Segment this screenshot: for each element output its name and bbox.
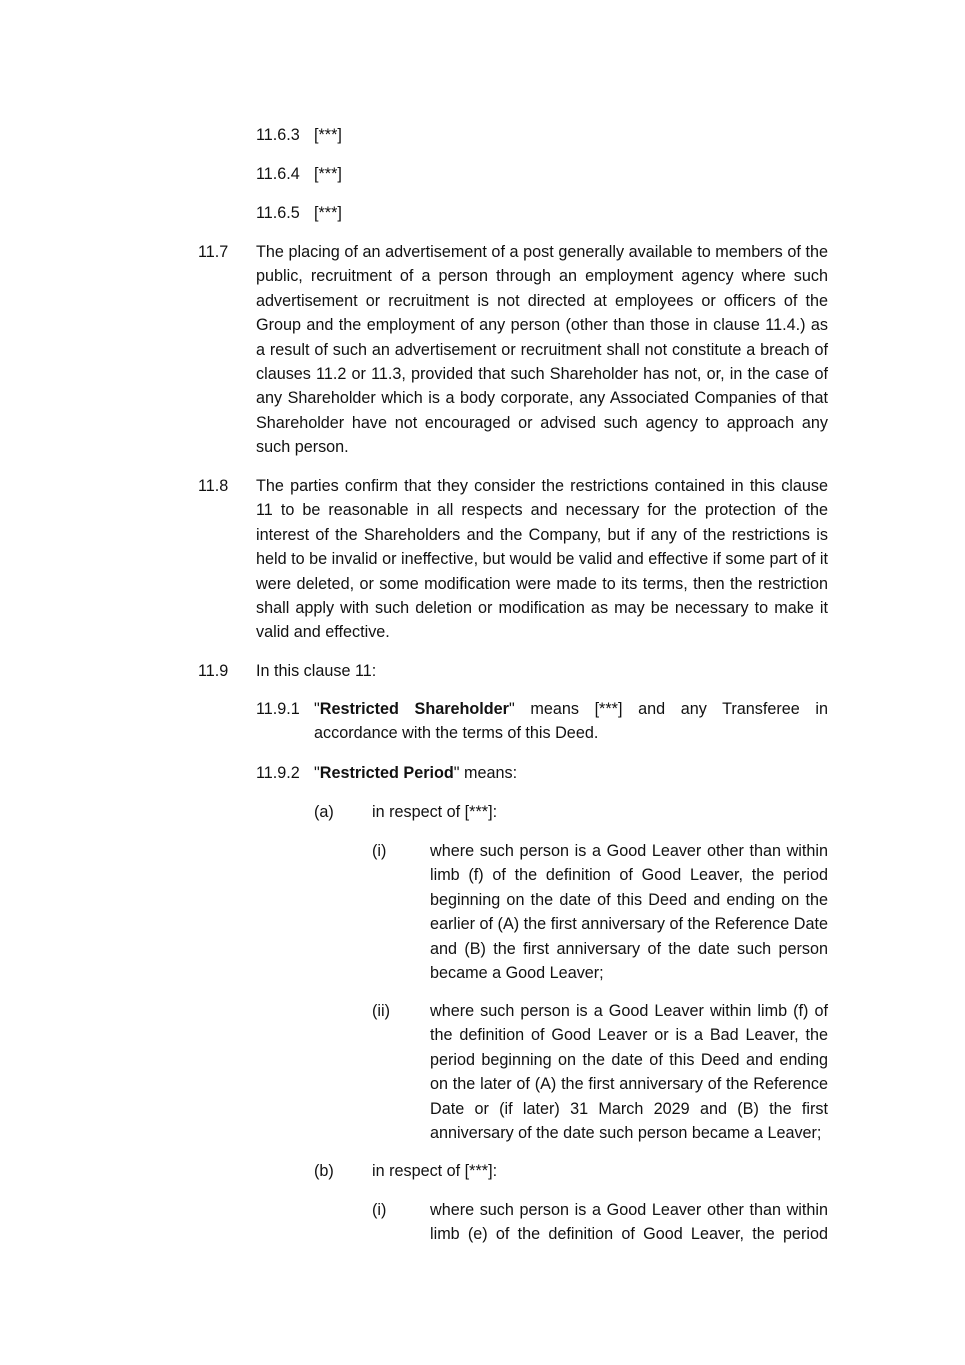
clause-text: The parties confirm that they consider the restrictions contained in this clause 11 to be reasonable in all respects and necessary for the protection of the interest of the Shareholders and the Company, but if any of the restrictions is held to be invalid or ineffective, but would be valid and effective if some part of it were deleted, or some modification were made to its terms, then the restriction shall apply with such deletion or modification as may be necessary to make it valid and effective. (256, 477, 828, 642)
subparagraph-number: (ii) (372, 1002, 390, 1020)
definition-restricted-shareholder (314, 697, 828, 746)
clause-text: [***] (314, 165, 342, 183)
clause-number: 11.9.1 (256, 700, 300, 718)
subparagraph-text: where such person is a Good Leaver other than within limb (e) of the definition of Good Leaver, the period (430, 1201, 828, 1244)
definition-text: " means: (453, 764, 518, 782)
defined-term: Restricted Shareholder (319, 700, 509, 718)
paragraph-text: in respect of [***]: (372, 803, 498, 821)
clause-text: The placing of an advertisement of a post generally available to members of the public, recruitment of a person through an employment agency where such advertisement or recruitment is not directed at employees or officers of the Group and the employment of any person (other than those in clause 11.4.) as a result of such an advertisement or recruitment shall not constitute a breach of clauses 11.2 or 11.3, provided that such Shareholder has not, or, in the case of any Shareholder which is a body corporate, any Associated Companies of that Shareholder have not encouraged or advised such agency to approach any such person. (256, 243, 828, 457)
clause-number: 11.7 (198, 243, 229, 261)
clause-number: 11.9 (198, 662, 229, 680)
definition-text: " means [***] and any Transferee in accordance with the terms of this Deed. (314, 700, 829, 743)
clause-number: 11.8 (198, 477, 229, 495)
definition-restricted-period (314, 761, 828, 785)
subparagraph-number: (i) (372, 842, 387, 860)
clause-number: 11.6.4 (256, 165, 300, 183)
clause-number: 11.6.5 (256, 204, 300, 222)
clause-text: In this clause 11: (256, 662, 377, 680)
paragraph-text: in respect of [***]: (372, 1162, 498, 1180)
clause-text: [***] (314, 126, 342, 144)
clause-text: [***] (314, 204, 342, 222)
subparagraph-number: (i) (372, 1201, 387, 1219)
clause-number: 11.9.2 (256, 764, 300, 782)
clause-number: 11.6.3 (256, 126, 300, 144)
defined-term: Restricted Period (319, 764, 454, 782)
paragraph-number: (b) (314, 1162, 334, 1180)
subparagraph-text: where such person is a Good Leaver other than within limb (f) of the definition of Good Leaver, the period beginning on the date of this Deed and ending on the earlier of (A) the first anniversary of the Reference Date and (B) the first anniversary of the date such person became a Good Leaver; (430, 842, 828, 983)
quote-mark: " (314, 764, 320, 782)
quote-mark: " (314, 700, 320, 718)
subparagraph-text: where such person is a Good Leaver within limb (f) of the definition of Good Leaver or is a Bad Leaver, the period beginning on the date of this Deed and ending on the later of (A) the first anniversary of the Reference Date or (if later) 31 March 2029 and (B) the first anniversary of the date such person became a Leaver; (430, 1002, 828, 1143)
paragraph-number: (a) (314, 803, 334, 821)
